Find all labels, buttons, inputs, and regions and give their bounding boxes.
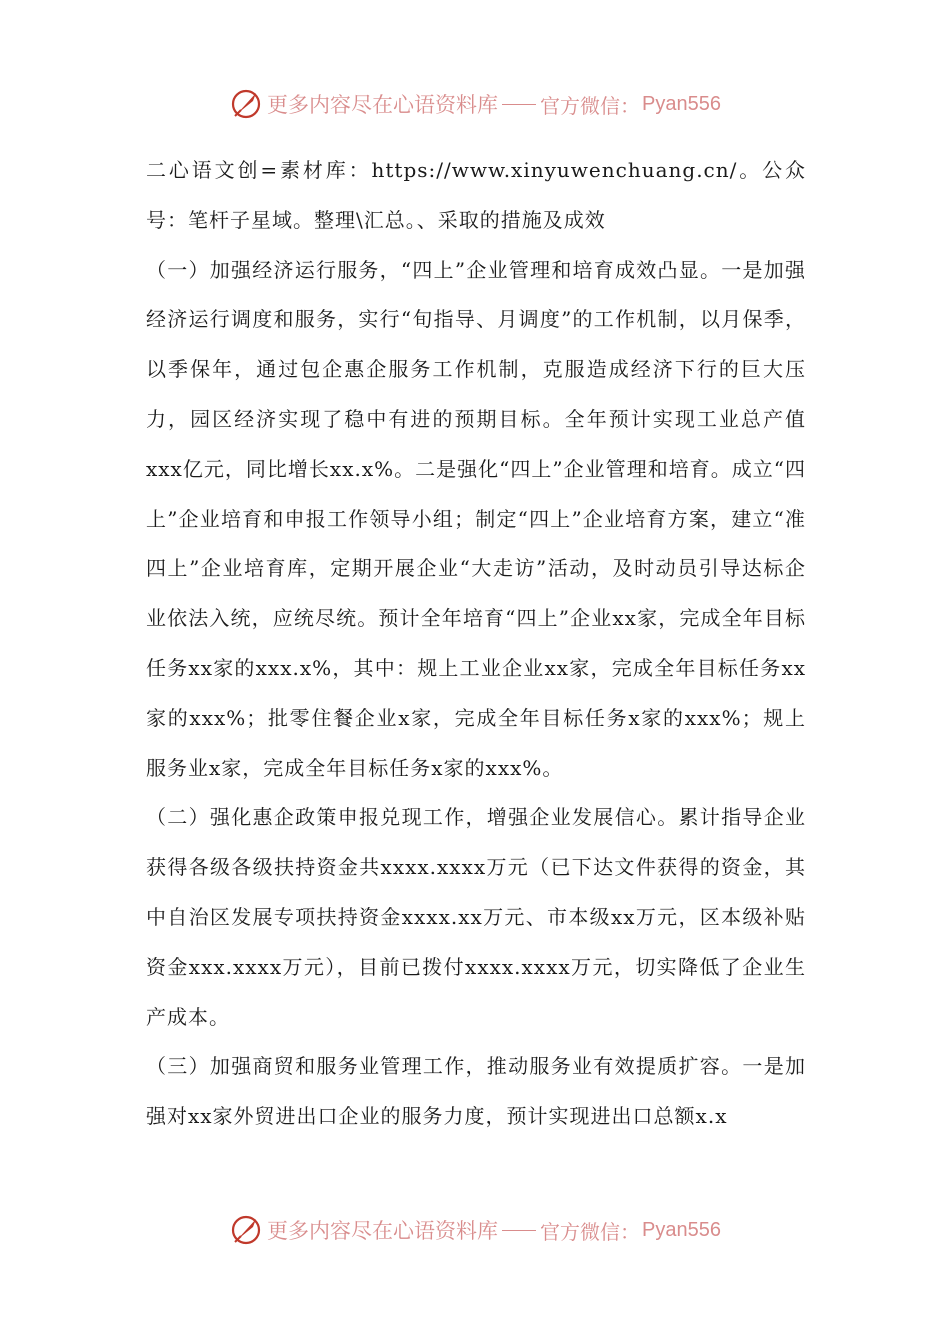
- watermark-dash: [502, 1230, 536, 1231]
- watermark-text: 更多内容尽在心语资料库: [267, 93, 499, 117]
- paragraph-intro: 二心语文创=素材库：https://www.xinyuwenchuang.cn/。公众号：笔杆子星域。整理\汇总。、采取的措施及成效: [146, 158, 806, 232]
- paragraph-section-1: （一）加强经济运行服务，“四上”企业管理和培育成效凸显。一是加强经济运行调度和服务，实行“旬指导、月调度”的工作机制，以月保季，以季保年，通过包企惠企服务工作机制，克服造成经济下行的巨大压力，园区经济实现了稳中有进的预期目标。全年预计实现工业总产值xxx亿元，同比增长xx.x%。二是强化“四上”企业管理和培育。成立“四上”企业培育和申报工作领导小组；制定“四上”企业培育方案，建立“准四上”企业培育库，定期开展企业“大走访”活动，及时动员引导达标企业依法入统，应统尽统。预计全年培育“四上”企业xx家，完成全年目标任务xx家的xxx.x%，其中：规上工业企业xx家，完成全年目标任务xx家的xxx%；批零住餐企业x家，完成全年目标任务x家的xxx%；规上服务业x家，完成全年目标任务x家的xxx%。: [146, 257, 806, 780]
- quill-logo-icon: [229, 1213, 263, 1247]
- quill-logo-icon: [229, 87, 263, 121]
- paragraph-section-2: （二）强化惠企政策申报兑现工作，增强企业发展信心。累计指导企业获得各级各级扶持资金共xxxx.xxxx万元（已下达文件获得的资金，其中自治区发展专项扶持资金xxxx.xx万元、市本级xx万元，区本级补贴资金xxx.xxxx万元），目前已拨付xxxx.xxxx万元，切实降低了企业生产成本。: [146, 805, 806, 1029]
- watermark-id: Pyan556: [642, 92, 721, 115]
- watermark-id: Pyan556: [642, 1218, 721, 1241]
- watermark-sub: 官方微信：: [540, 93, 641, 118]
- watermark-text: 更多内容尽在心语资料库: [267, 1219, 499, 1243]
- paragraph-section-3: （三）加强商贸和服务业管理工作，推动服务业有效提质扩容。一是加强对xx家外贸进出口企业的服务力度，预计实现进出口总额x.x: [146, 1054, 806, 1129]
- watermark-sub: 官方微信：: [540, 1219, 641, 1244]
- watermark-banner-bottom: [0, 1210, 950, 1250]
- document-body: [146, 146, 806, 1142]
- watermark-dash: [502, 104, 536, 105]
- watermark-banner-top: [0, 84, 950, 124]
